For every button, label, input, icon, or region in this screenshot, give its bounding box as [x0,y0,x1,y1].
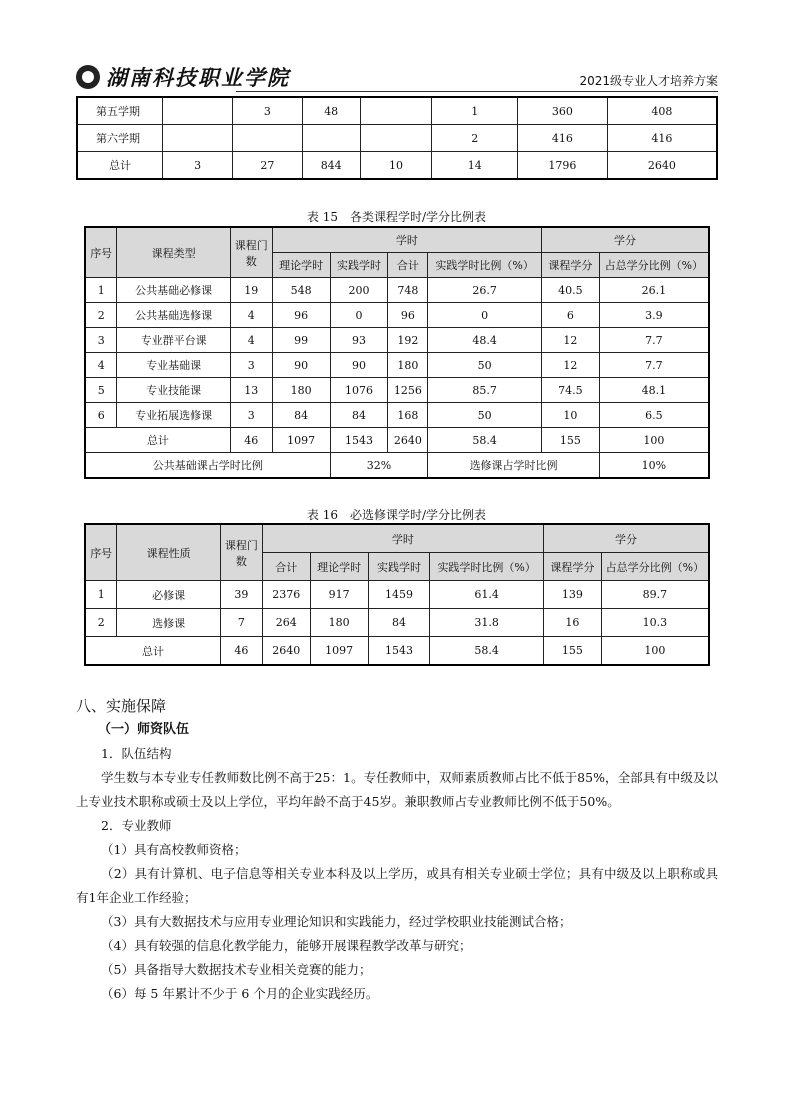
table-row [85,278,709,303]
table-cell: 48 [302,97,360,125]
requirement-item: （2）具有计算机、电子信息等相关专业本科及以上学历，或具有相关专业硕士学位；具有中级及以上职称或具有1年企业工作经验； [76,866,718,905]
header-practice-ratio: 实践学时比例（%） [430,553,544,581]
row-label: 第六学期 [77,125,163,152]
table-cell: 1 [432,97,518,125]
header-credits: 学分 [541,227,709,253]
table-cell: 0 [330,303,388,328]
table-cell: 139 [543,581,601,609]
paragraph: 学生数与本专业专任教师数比例不高于25：1。专任教师中，双师素质教师占比不低于85%，全部具有中级及以上专业技术职称或硕士及以上学位，平均年龄不高于45岁。兼职教师占专业教师比例不低于50%。 [76,770,718,809]
school-seal-icon [76,65,100,89]
header-credit-ratio: 占总学分比例（%） [601,553,709,581]
header-total: 合计 [388,253,428,278]
table-cell: 90 [330,353,388,378]
header-theory: 理论学时 [310,553,368,581]
table-cell: 100 [599,428,709,453]
table-cell: 40.5 [541,278,599,303]
table-cell: 168 [388,403,428,428]
table-cell: 12 [541,328,599,353]
table-cell: 1796 [518,152,608,180]
table-row [85,378,709,403]
table-cell: 公共基础选修课 [117,303,230,328]
table-cell: 155 [541,428,599,453]
total-row [85,637,709,666]
requirement-item: （4）具有较强的信息化教学能力，能够开展课程教学改革与研究； [101,938,472,953]
table-cell: 7.7 [599,353,709,378]
table-cell: 1459 [368,581,430,609]
table-cell [233,125,303,152]
table-cell: 专业拓展选修课 [117,403,230,428]
table-cell: 50 [428,353,542,378]
header-seq: 序号 [85,524,117,581]
table-cell: 专业技能课 [117,378,230,403]
table-cell: 1 [85,581,117,609]
table-cell: 3 [163,152,233,180]
table-cell: 2640 [262,637,310,666]
table-cell: 48.4 [428,328,542,353]
table-cell: 31.8 [430,609,544,637]
table-cell: 3 [233,97,303,125]
table-row [85,609,709,637]
table-cell: 100 [601,637,709,666]
subsection-title: （一）师资队伍 [98,722,190,737]
table-cell: 360 [518,97,608,125]
table-cell: 408 [607,97,717,125]
header-seq: 序号 [85,227,117,278]
table-cell: 192 [388,328,428,353]
table-cell: 96 [272,303,330,328]
requirement-item: （1）具有高校教师资格； [101,842,247,857]
header-total: 合计 [262,553,310,581]
table-cell: 6.5 [599,403,709,428]
table-cell [163,125,233,152]
table-cell: 58.4 [430,637,544,666]
header-practice: 实践学时 [368,553,430,581]
header-course-credit: 课程学分 [543,553,601,581]
header-hours: 学时 [262,524,543,553]
section-title: 八、实施保障 [76,697,167,715]
table-cell: 公共基础必修课 [117,278,230,303]
item-heading: 2．专业教师 [101,818,172,833]
table-cell: 2 [432,125,518,152]
table-cell: 46 [230,428,272,453]
table-cell: 50 [428,403,542,428]
ratio-row [85,453,709,479]
table-cell: 74.5 [541,378,599,403]
table-cell: 4 [230,303,272,328]
table-row [85,328,709,353]
table-cell: 3.9 [599,303,709,328]
table-cell: 7.7 [599,328,709,353]
table-cell: 200 [330,278,388,303]
header-divider [236,91,718,92]
table-cell: 84 [272,403,330,428]
total-row [85,428,709,453]
table-cell: 0 [428,303,542,328]
total-label: 总计 [85,428,230,453]
table-15 [84,226,710,479]
elective-ratio-value: 10% [599,453,709,479]
table-cell: 416 [607,125,717,152]
total-row [77,152,717,180]
table-cell: 264 [262,609,310,637]
table-cell: 85.7 [428,378,542,403]
requirement-item: （3）具有大数据技术与应用专业理论知识和实践能力，经过学校职业技能测试合格； [101,914,572,929]
header-type: 课程类型 [117,227,230,278]
table-cell: 19 [230,278,272,303]
table-cell: 46 [220,637,262,666]
header-practice: 实践学时 [330,253,388,278]
table-cell: 917 [310,581,368,609]
table-cell: 2 [85,609,117,637]
table-cell: 48.1 [599,378,709,403]
table-cell: 180 [310,609,368,637]
header-nature: 课程性质 [117,524,221,581]
table-cell: 3 [85,328,117,353]
table-cell: 416 [518,125,608,152]
total-label: 总计 [85,637,220,666]
table-cell [163,97,233,125]
header-credits: 学分 [543,524,709,553]
table-cell: 844 [302,152,360,180]
table-cell: 10 [541,403,599,428]
table-cell: 39 [220,581,262,609]
item-heading: 1．队伍结构 [101,746,172,761]
table-cell: 90 [272,353,330,378]
table-cell: 61.4 [430,581,544,609]
table-cell: 专业群平台课 [117,328,230,353]
requirements-list [76,838,718,1006]
header-credit-ratio: 占总学分比例（%） [599,253,709,278]
table-row [85,353,709,378]
table-cell: 专业基础课 [117,353,230,378]
table-cell: 1097 [272,428,330,453]
table-cell: 1097 [310,637,368,666]
table-cell: 5 [85,378,117,403]
table-cell: 13 [230,378,272,403]
table-cell: 2 [85,303,117,328]
row-label: 第五学期 [77,97,163,125]
table-cell: 84 [330,403,388,428]
requirement-item: （6）每 5 年累计不少于 6 个月的企业实践经历。 [101,986,379,1001]
table-cell [360,97,432,125]
table-cell: 10.3 [601,609,709,637]
table-cell: 96 [388,303,428,328]
table-16 [84,523,710,666]
table-16-caption: 表 16 必选修课学时/学分比例表 [306,508,487,522]
header-course-credit: 课程学分 [541,253,599,278]
table-cell [360,125,432,152]
table-cell: 748 [388,278,428,303]
table-cell: 必修课 [117,581,221,609]
table-cell: 89.7 [601,581,709,609]
table-cell: 1076 [330,378,388,403]
row-label: 总计 [77,152,163,180]
header-count: 课程门数 [230,227,272,278]
table-cell: 26.7 [428,278,542,303]
elective-ratio-label: 选修课占学时比例 [428,453,599,479]
table-cell: 6 [541,303,599,328]
table-row [77,125,717,152]
school-name: 湖南科技职业学院 [106,65,290,90]
table-cell: 16 [543,609,601,637]
school-logo [76,62,290,92]
table-cell: 93 [330,328,388,353]
table-cell: 27 [233,152,303,180]
header-row [85,524,709,553]
table-cell: 3 [230,403,272,428]
table-cell: 4 [85,353,117,378]
table-cell: 84 [368,609,430,637]
table-cell: 7 [220,609,262,637]
header-count: 课程门数 [220,524,262,581]
table-row [77,97,717,125]
table-cell: 2376 [262,581,310,609]
table-cell: 155 [543,637,601,666]
table-cell: 选修课 [117,609,221,637]
header-row [85,227,709,253]
table-15-caption: 表 15 各类课程学时/学分比例表 [306,210,487,224]
document-title: 2021级专业人才培养方案 [579,74,718,88]
table-cell: 180 [272,378,330,403]
table-cell: 99 [272,328,330,353]
requirement-item: （5）具备指导大数据技术专业相关竞赛的能力； [101,962,372,977]
header-practice-ratio: 实践学时比例（%） [428,253,542,278]
table-cell: 2640 [607,152,717,180]
table-cell [302,125,360,152]
header-theory: 理论学时 [272,253,330,278]
table-cell: 3 [230,353,272,378]
section-implementation [76,694,718,1006]
public-ratio-value: 32% [330,453,428,479]
table-cell: 2640 [388,428,428,453]
table-cell: 548 [272,278,330,303]
header-hours: 学时 [272,227,541,253]
table-cell: 1 [85,278,117,303]
table-cell: 1256 [388,378,428,403]
table-cell: 58.4 [428,428,542,453]
page-header [76,62,718,92]
table-row [85,403,709,428]
table-row [85,581,709,609]
table-cell: 1543 [368,637,430,666]
semester-hours-table [76,96,718,180]
table-cell: 26.1 [599,278,709,303]
table-cell: 6 [85,403,117,428]
table-cell: 4 [230,328,272,353]
table-cell: 180 [388,353,428,378]
table-cell: 1543 [330,428,388,453]
table-cell: 14 [432,152,518,180]
table-row [85,303,709,328]
table-cell: 12 [541,353,599,378]
public-ratio-label: 公共基础课占学时比例 [85,453,330,479]
table-cell: 10 [360,152,432,180]
